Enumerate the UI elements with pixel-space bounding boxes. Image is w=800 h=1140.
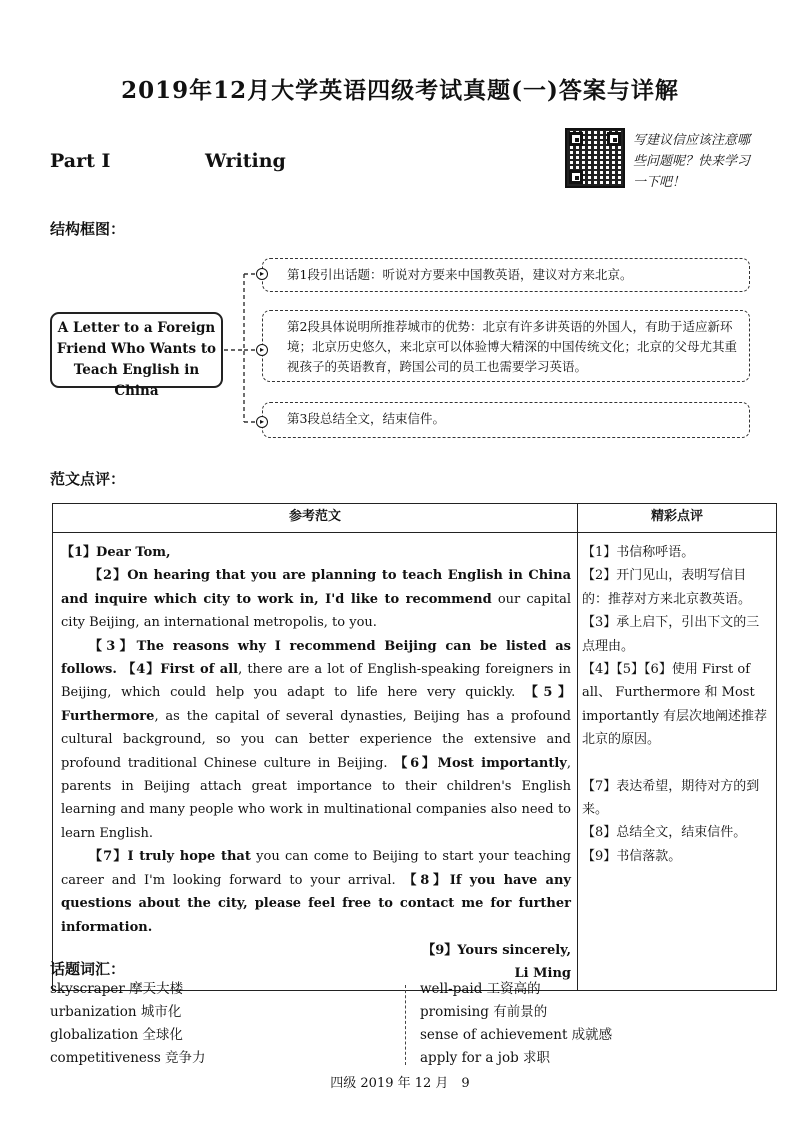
structure-center-line: Friend Who Wants to xyxy=(56,341,217,357)
vocab-item: promising 有前景的 xyxy=(420,1004,548,1020)
structure-branch-3: 第3段总结全文，结束信件。 xyxy=(262,402,750,438)
essay-salutation: 【1】Dear Tom, xyxy=(61,545,171,560)
structure-heading: 结构框图： xyxy=(50,220,126,238)
vocab-item: competitiveness 竞争力 xyxy=(50,1050,206,1066)
essay-paragraph-2: 【3】The reasons why I recommend Beijing can be listed as follows. 【4】First of all, there are a lot of English-speaking foreigners in Beijing, which could help you adapt to life here very quickly. 【5】Furthermore, as the capital of several dynasties, Beijing has a profound cultural background, so you can better experience the extensive and profound traditional Chinese culture in Beijing. 【6】Most importantly, parents in Beijing attach great importance to their children's English learning and many people who work in multinational companies also need to learn English. xyxy=(61,638,571,841)
vocab-item: apply for a job 求职 xyxy=(420,1050,551,1066)
notes-cell xyxy=(578,533,777,991)
essay-cell xyxy=(53,533,578,991)
vocab-item: sense of achievement 成就感 xyxy=(420,1027,613,1043)
review-heading: 范文点评： xyxy=(50,470,126,488)
col-notes-header: 精彩点评 xyxy=(578,504,777,533)
vocab-item: well-paid 工资高的 xyxy=(420,981,541,997)
page-footer: 四级 2019 年 12 月 9 xyxy=(330,1076,470,1091)
structure-center-box xyxy=(50,312,223,399)
note-item: 【4】【5】【6】使用 First of all、 Furthermore 和 Most importantly 有层次地阐述推荐北京的原因。 xyxy=(582,662,768,748)
vocab-divider xyxy=(405,985,406,1065)
review-table xyxy=(52,503,777,991)
note-item: 【2】开门见山，表明写信目的：推荐对方来北京教英语。 xyxy=(582,568,752,607)
part-section: Writing xyxy=(205,150,286,172)
note-item: 【3】承上启下，引出下文的三点理由。 xyxy=(582,615,760,654)
essay-paragraph-1: 【2】On hearing that you are planning to teach English in China and inquire which city to work in, I'd like to recommend our capital city Beijing, an international metropolis, to you. xyxy=(61,568,571,631)
part-label: Part Ⅰ xyxy=(50,150,111,172)
essay-closing: 【9】Yours sincerely, xyxy=(422,942,571,958)
vocab-item: urbanization 城市化 xyxy=(50,1004,182,1020)
bullet-icon: ▸ xyxy=(256,344,268,356)
note-item: 【7】表达希望，期待对方的到来。 xyxy=(582,778,760,818)
vocab-right-list xyxy=(420,978,612,1070)
note-item: 【1】书信称呼语。 xyxy=(582,545,695,560)
qr-code-icon[interactable] xyxy=(565,128,625,188)
col-essay-header: 参考范文 xyxy=(53,504,578,533)
note-item: 【8】总结全文，结束信件。 xyxy=(582,825,747,841)
structure-branch-2: 第2段具体说明所推荐城市的优势：北京有许多讲英语的外国人，有助于适应新环境；北京历史悠久，来北京可以体验博大精深的中国传统文化；北京的父母尤其重视孩子的英语教育，跨国公司的员工也需要学习英语。 xyxy=(262,310,750,382)
vocab-item: globalization 全球化 xyxy=(50,1027,183,1043)
structure-center-line: Teach English in China xyxy=(73,362,200,399)
page-title: 2019年12月大学英语四级考试真题(一)答案与详解 xyxy=(121,77,679,104)
qr-tip: 写建议信应该注意哪些问题呢？快来学习一下吧！ xyxy=(633,133,751,190)
essay-signature: Li Ming xyxy=(514,966,571,982)
structure-center-line: A Letter to a Foreign xyxy=(57,320,216,336)
note-item: 【9】书信落款。 xyxy=(582,848,682,864)
vocab-left-list xyxy=(50,978,206,1070)
vocab-heading: 话题词汇： xyxy=(50,960,126,978)
bullet-icon: ▸ xyxy=(256,416,268,428)
essay-paragraph-3: 【7】I truly hope that you can come to Beijing to start your teaching career and I'm looking forward to your arrival. 【8】If you have any questions about the city, please feel free to contact me for further information. xyxy=(61,849,572,935)
vocab-item: skyscraper 摩天大楼 xyxy=(50,981,184,997)
structure-branch-1: 第1段引出话题：听说对方要来中国教英语，建议对方来北京。 xyxy=(262,258,750,292)
bullet-icon: ▸ xyxy=(256,268,268,280)
